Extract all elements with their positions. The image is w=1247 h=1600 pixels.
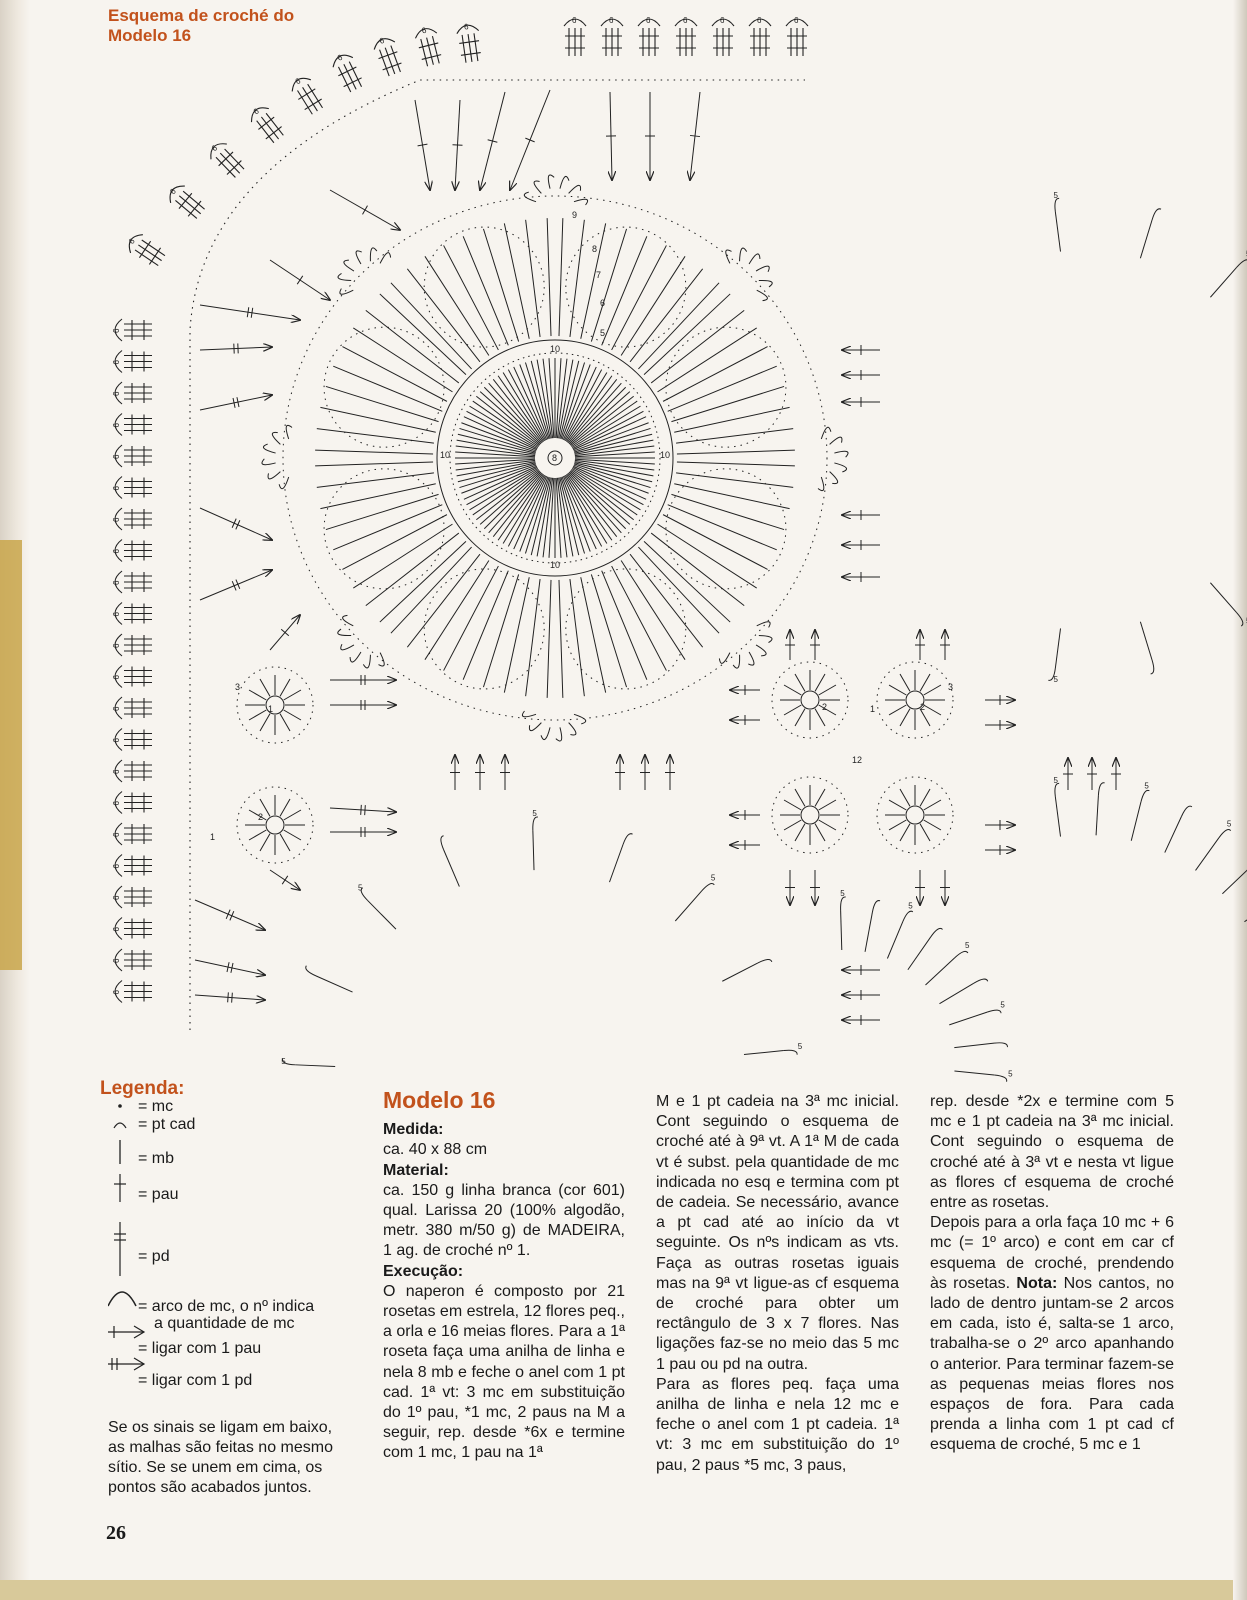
diagram-title xyxy=(108,6,368,46)
join-arrow xyxy=(842,397,880,407)
rosette-scallop xyxy=(574,714,586,724)
edging-cell xyxy=(112,666,152,688)
small-flower-number: 3 xyxy=(235,682,241,692)
half-flower-arc-number: 5 xyxy=(532,809,537,819)
join-arrow xyxy=(810,870,820,905)
round-number: 10 xyxy=(550,560,561,570)
edging-arc-number: 6 xyxy=(378,35,386,46)
rosette-scallop xyxy=(556,727,562,741)
edging-cell xyxy=(601,16,623,56)
diagram-round-numbers xyxy=(210,210,953,842)
rosette-scallop xyxy=(756,266,769,272)
model-title: Modelo 16 xyxy=(383,1087,496,1113)
edging-arc-number: 6 xyxy=(572,16,577,25)
legend-pau: = pau xyxy=(138,1186,179,1203)
small-flower-number: 3 xyxy=(948,682,954,692)
edging-arc-number: 6 xyxy=(112,423,121,428)
rosette-scallop xyxy=(548,175,554,189)
rosette-scallop xyxy=(344,260,354,271)
legend-title: Legenda: xyxy=(100,1078,185,1099)
material-text: ca. 150 g linha branca (cor 601) qual. Larissa 20 (100% algodão, metr. 380 m/50 g) de MADEIRA, 1 ag. de croché nº 1. xyxy=(383,1181,625,1260)
rosette-scallop xyxy=(834,451,848,457)
edging-arc-number: 6 xyxy=(112,360,121,365)
join-arrow xyxy=(842,572,880,582)
edging-cell xyxy=(112,603,152,625)
edging-cell xyxy=(786,16,808,56)
edging-arc-number: 6 xyxy=(757,16,762,25)
join-arrow xyxy=(200,395,272,410)
join-arrow xyxy=(690,92,700,180)
edging-arc-number: 6 xyxy=(112,864,121,869)
edging-arc-number: 6 xyxy=(126,237,137,246)
legend-arc: = arco de mc, o nº indica xyxy=(138,1298,315,1315)
half-flower-arc-number: 5 xyxy=(964,941,970,951)
article-column-2 xyxy=(656,1092,899,1476)
edging-arc-number: 6 xyxy=(112,990,121,995)
join-arrow xyxy=(1087,758,1097,790)
join-arrows xyxy=(195,90,1121,1025)
edging-cell xyxy=(749,16,771,56)
small-flower-number: 1 xyxy=(210,832,216,842)
half-flower-arc-number: 5 xyxy=(840,889,845,899)
join-arrow xyxy=(195,900,265,930)
round-number: 8 xyxy=(552,453,558,463)
edging-cell xyxy=(112,414,152,436)
join-arrow xyxy=(270,870,300,890)
edging-cell xyxy=(112,981,152,1003)
join-arrow xyxy=(270,260,330,300)
col2-paragraph-1: M e 1 pt cadeia na 3ª mc inicial. Cont seguindo o esquema de croché até à 9ª vt. A 1ª M de cada vt é subst. pela quantidade de mc indicada no esq e termina com pt de cadeia. Se necessário, avance a pt cad até ao início da vt seguinte. Os nºs indicam as vts. Faça as outras rosetas iguais mas na 9ª vt ligue-as cf esquema de croché para obter um rectângulo de 3 x 7 flores. Nas ligações faz-se no meio das 5 mc 1 pau ou pd na outra. xyxy=(656,1093,899,1373)
rosette-scallop xyxy=(560,176,569,188)
edging-cell xyxy=(112,949,152,971)
rosette-scallop xyxy=(529,723,541,731)
edging-cell xyxy=(112,571,152,593)
rosette-scallop xyxy=(830,472,838,484)
join-arrow xyxy=(842,990,880,1000)
half-flower-arc-number: 5 xyxy=(281,1057,286,1067)
col3-paragraph-2b: Nos cantos, no lado de dentro juntam-se 2 arcos em cada, isto é, salta-se 1 arco, trabalha-se o 2º arco apanhando o anterior. Para terminar fazem-se as pequenas meias flores nos espaços de fora. Para cada prenda a linha com 1 pt cad cf esquema de croché, 5 mc e 1 xyxy=(930,1274,1175,1454)
edging-cell xyxy=(112,823,152,845)
edging-cell xyxy=(112,697,152,719)
edging-cell xyxy=(112,540,152,562)
rosette-scallop xyxy=(756,645,766,656)
join-arrow xyxy=(640,755,650,790)
edging-chain-dots xyxy=(190,80,805,1030)
join-arrow xyxy=(1063,758,1073,790)
half-flower xyxy=(840,889,1013,1082)
edging-arc-number: 6 xyxy=(794,16,799,25)
legend-mc: = mc xyxy=(138,1098,174,1115)
half-flower-arc-number: 5 xyxy=(797,1042,803,1052)
round-number: 10 xyxy=(550,344,561,354)
join-arrow xyxy=(842,510,880,520)
edging-arc-number: 6 xyxy=(112,958,121,963)
legend-pt-cad: = pt cad xyxy=(138,1116,196,1133)
edging-arc-number: 6 xyxy=(209,143,220,154)
half-flower-arc-number: 5 xyxy=(1226,819,1232,829)
rosette-scallop xyxy=(380,253,390,264)
rosette-scallop xyxy=(830,437,842,444)
edging-arc-number: 6 xyxy=(112,454,121,459)
rosette-scallop xyxy=(363,655,370,668)
round-number: 10 xyxy=(440,450,451,460)
half-flower-arc-number: 5 xyxy=(1053,191,1059,201)
join-arrow xyxy=(480,92,505,190)
round-number: 6 xyxy=(600,298,606,308)
edging-cell xyxy=(329,49,366,95)
join-arrow xyxy=(842,1015,880,1025)
join-arrow xyxy=(415,100,430,190)
round-number: 10 xyxy=(660,450,671,460)
edging-arc-number: 6 xyxy=(112,769,121,774)
execucao-text: O naperon é composto por 21 rosetas em estrela, 12 flores peq., a orla e 16 meias flores. Para a 1ª roseta faça uma anilha de linha e nela 8 mb e feche o anel com 1 pt cad. 1ª vt: 3 mc em substituição do 1º pau, *1 mc, 2 paus na M a seguir, rep. desde *6x e termine com 1 mc, 1 pau na 1ª xyxy=(383,1282,625,1462)
edging-arc-number: 6 xyxy=(251,106,261,117)
round-number: 8 xyxy=(592,244,598,254)
join-arrow xyxy=(500,755,510,790)
diagram-title-line2: Modelo 16 xyxy=(108,26,192,45)
rosette-scallop xyxy=(749,254,760,264)
join-arrow xyxy=(330,805,396,815)
join-arrow xyxy=(842,345,880,355)
half-flower-arc-number: 5 xyxy=(1144,781,1149,791)
small-flower xyxy=(772,777,848,853)
page-number: 26 xyxy=(106,1522,126,1544)
join-arrow xyxy=(842,965,880,975)
join-arrow xyxy=(330,827,396,837)
small-flower xyxy=(877,777,953,853)
medida-text: ca. 40 x 88 cm xyxy=(383,1141,488,1159)
rosette-scallop xyxy=(740,248,747,261)
join-arrow xyxy=(915,870,925,905)
half-flower-arc-number: 5 xyxy=(710,873,716,883)
edging-arc-number: 6 xyxy=(112,738,121,743)
rosette-scallop xyxy=(262,459,276,465)
join-arrow xyxy=(810,630,820,660)
edging-cell xyxy=(163,180,208,223)
edging-cell xyxy=(112,351,152,373)
edging-arc-number: 6 xyxy=(463,22,470,32)
edging-cell xyxy=(112,918,152,940)
edging-arc-number: 6 xyxy=(112,832,121,837)
join-arrow xyxy=(665,755,675,790)
half-flower-arc-number: 5 xyxy=(908,901,913,911)
join-arrow xyxy=(615,755,625,790)
edging-arc-number: 6 xyxy=(112,549,121,554)
col3-paragraph-1: rep. desde *2x e termine com 5 mc e 1 pt cadeia na 3ª mc inicial. Cont seguindo o esquema de croché até à 3ª vt e nesta vt ligue as flores cf esquema de croché entre as rosetas. xyxy=(930,1093,1174,1212)
rosette-scallop xyxy=(726,250,732,263)
join-arrow xyxy=(330,675,396,685)
join-arrow xyxy=(730,685,760,695)
small-flower-number: 2 xyxy=(822,702,828,712)
edging-cell xyxy=(112,508,152,530)
half-flower-arc-number: 5 xyxy=(1008,1069,1013,1079)
join-arrow xyxy=(510,90,550,190)
join-arrow xyxy=(200,570,272,600)
rosette-scallop xyxy=(340,289,353,295)
half-flower-arc-number: 5 xyxy=(1053,776,1059,786)
edging-arc-number: 6 xyxy=(168,186,178,197)
rosette-scallop xyxy=(818,477,824,491)
round-number: 9 xyxy=(572,210,578,220)
article-column-1 xyxy=(383,1087,625,1464)
rosette-scallop xyxy=(286,425,292,439)
legend-mb: = mb xyxy=(138,1150,175,1167)
rosette-scallop xyxy=(522,711,536,717)
edging-arc-number: 6 xyxy=(335,52,344,63)
dot-icon xyxy=(118,1104,122,1108)
edging-cell xyxy=(112,760,152,782)
rosette-scallop xyxy=(834,463,846,472)
half-flower xyxy=(281,809,802,1066)
edging-cell xyxy=(112,382,152,404)
small-arc-icon xyxy=(114,1123,126,1128)
edging-arc-number: 6 xyxy=(112,612,121,617)
join-arrow xyxy=(1111,758,1121,790)
edging-arc-number: 6 xyxy=(609,16,614,25)
join-arrow xyxy=(453,100,463,190)
join-arrow xyxy=(730,810,760,820)
join-arrow xyxy=(730,840,760,850)
article-column-3 xyxy=(930,1092,1174,1456)
join-arrow xyxy=(842,370,880,380)
legend-join-pd: = ligar com 1 pd xyxy=(138,1372,253,1389)
edging-arc-number: 6 xyxy=(112,391,121,396)
join-arrow xyxy=(915,630,925,660)
edging-arc-number: 6 xyxy=(112,643,121,648)
small-flower-number: 2 xyxy=(920,702,926,712)
diagram-title-line1: Esquema de croché do xyxy=(108,6,295,25)
edging-cell xyxy=(245,101,287,146)
rosette-scallop xyxy=(719,653,729,664)
big-arc-icon xyxy=(108,1292,136,1306)
medida-label: Medida: xyxy=(383,1121,444,1139)
join-arrow xyxy=(985,845,1015,855)
rosette-scallop xyxy=(378,653,384,666)
edging-arc-number: 6 xyxy=(112,927,121,932)
edging-arc-number: 6 xyxy=(646,16,651,25)
join-arrow xyxy=(195,960,265,975)
legend-note: Se os sinais se ligam em baixo, as malhas são feitas no mesmo sítio. Se se unem em cima, os pontos são acabados juntos. xyxy=(108,1419,333,1496)
rosette-scallop xyxy=(272,432,280,444)
legend-pd: = pd xyxy=(138,1248,170,1265)
nota-label: Nota: xyxy=(1016,1274,1058,1292)
join-arrow xyxy=(940,630,950,660)
rosette-scallop xyxy=(341,644,354,650)
material-label: Material: xyxy=(383,1161,449,1179)
join-arrow xyxy=(330,190,400,230)
legend-join-pau: = ligar com 1 pau xyxy=(138,1340,262,1357)
legend-arc-2: a quantidade de mc xyxy=(154,1315,295,1332)
join-arrow xyxy=(785,870,795,905)
edging-arc-number: 6 xyxy=(112,580,121,585)
join-arrow xyxy=(985,695,1015,705)
rosette-scallop xyxy=(733,655,739,668)
small-flowers xyxy=(237,662,953,863)
edging-cell xyxy=(204,137,248,181)
edging-arc-number: 6 xyxy=(112,801,121,806)
join-arrow xyxy=(730,715,760,725)
edging-cell xyxy=(112,729,152,751)
join-arrow xyxy=(985,720,1015,730)
rosette-scallop xyxy=(524,192,536,202)
edging-arc-number: 6 xyxy=(112,895,121,900)
edging-cell xyxy=(112,792,152,814)
join-arrow xyxy=(842,540,880,550)
rosette-scallop xyxy=(350,652,361,662)
col3-paragraph-2 xyxy=(930,1213,1174,1455)
edging-cell xyxy=(564,16,586,56)
small-flower xyxy=(772,662,848,738)
half-flower-arc-number: 5 xyxy=(357,883,363,893)
edging-cell xyxy=(371,33,405,78)
edging-arc-number: 6 xyxy=(293,76,303,87)
edging-cell xyxy=(112,319,152,341)
join-arrow xyxy=(606,92,616,180)
edging-cell xyxy=(413,23,444,67)
edging-arc-number: 6 xyxy=(420,25,428,36)
join-arrow xyxy=(270,615,300,650)
join-arrow xyxy=(785,630,795,660)
half-flower xyxy=(1054,776,1247,987)
col2-paragraph-2: Para as flores peq. faça uma anilha de linha e nela 12 mc e feche o anel com 1 pt cadeia. 1ª vt: 3 mc em substituição do 1º pau, 2 paus *5 mc, 3 paus, xyxy=(656,1375,899,1474)
round-number: 5 xyxy=(600,328,606,338)
small-flower xyxy=(237,787,313,863)
rosette-scallop xyxy=(268,472,280,479)
join-arrow xyxy=(985,820,1015,830)
round-number: 7 xyxy=(596,270,602,280)
edging-cell xyxy=(112,886,152,908)
rosette-scallop xyxy=(356,251,362,264)
small-flower xyxy=(237,667,313,743)
join-arrow xyxy=(200,508,272,540)
rosette-scallop xyxy=(370,248,376,261)
half-flower-arc-number: 5 xyxy=(1053,674,1059,684)
rosette-scallop xyxy=(574,199,588,205)
edging-cell xyxy=(712,16,734,56)
edging-arc-number: 6 xyxy=(720,16,725,25)
small-flower-number: 2 xyxy=(258,812,264,822)
join-arrow xyxy=(940,870,950,905)
small-flower xyxy=(877,662,953,738)
edging-arc-number: 6 xyxy=(112,486,121,491)
edging-arc-number: 6 xyxy=(112,706,121,711)
edging-cell xyxy=(112,855,152,877)
round-number: 12 xyxy=(852,755,863,765)
rosette-scallop xyxy=(759,635,772,642)
rosette-scallop xyxy=(263,444,275,453)
rosette-scallop xyxy=(534,181,541,193)
join-arrow xyxy=(195,992,265,1002)
edging-cell xyxy=(638,16,660,56)
small-flower-number: 1 xyxy=(268,704,274,714)
rosette-scallop xyxy=(541,727,550,739)
rosette-scallop xyxy=(338,273,351,280)
join-arrow xyxy=(330,700,396,710)
small-flower-number: 1 xyxy=(870,704,876,714)
half-flower xyxy=(1048,191,1247,684)
rosette-scallop xyxy=(757,622,770,628)
half-flowers xyxy=(281,191,1247,1082)
diagram-frame xyxy=(112,16,808,1030)
edging-cell xyxy=(112,445,152,467)
edging-cell xyxy=(675,16,697,56)
join-arrow xyxy=(450,755,460,790)
join-arrow xyxy=(475,755,485,790)
execucao-label: Execução: xyxy=(383,1262,464,1280)
rosette-scallop xyxy=(569,723,576,735)
join-arrow xyxy=(645,92,655,180)
edging-cell xyxy=(455,21,482,64)
edging-cell xyxy=(287,71,327,117)
edging-cell xyxy=(112,477,152,499)
edging-arc-number: 6 xyxy=(112,328,121,333)
rosette-scallop xyxy=(748,652,754,665)
edging-arc-number: 6 xyxy=(112,675,121,680)
col3-paragraph-2a: Depois para a orla faça 10 mc + 6 mc (= 1º arco) e cont em car cf esquema de croché, prendendo às rosetas. xyxy=(930,1214,1174,1292)
join-arrow xyxy=(200,343,272,353)
edging-arc-number: 6 xyxy=(683,16,688,25)
rosette-scallop xyxy=(569,185,581,193)
edging-arc-number: 6 xyxy=(112,517,121,522)
rosette-scallop xyxy=(338,629,351,635)
edging-cell xyxy=(112,634,152,656)
edging-cell xyxy=(122,229,167,270)
half-flower-arc-number: 5 xyxy=(1000,1000,1005,1010)
join-arrow xyxy=(200,305,300,320)
rosette-scallop xyxy=(759,280,772,286)
